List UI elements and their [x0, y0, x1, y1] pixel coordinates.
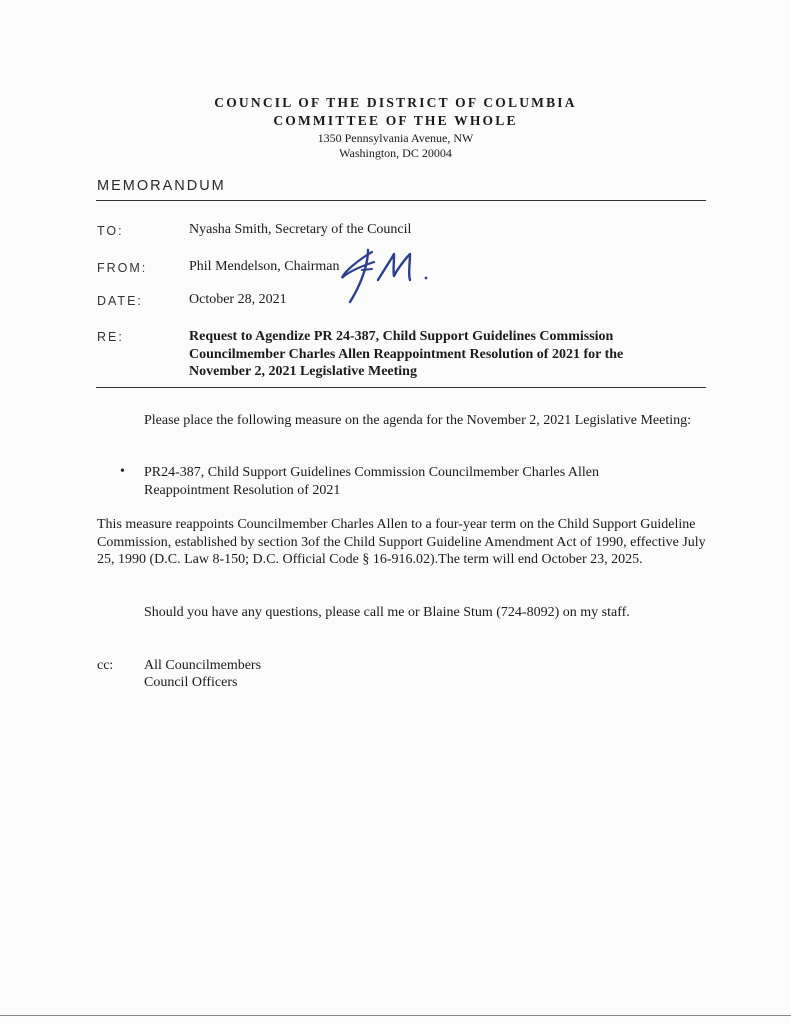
bullet-symbol: •	[120, 464, 125, 479]
from-value: Phil Mendelson, Chairman	[189, 259, 340, 274]
cc-recipient: Council Officers	[144, 675, 238, 690]
committee-name: COMMITTEE OF THE WHOLE	[273, 113, 518, 128]
re-label: RE:	[97, 330, 124, 344]
contact-paragraph: Should you have any questions, please call me or Blaine Stum (724-8092) on my staff.	[144, 605, 630, 620]
address-city: Washington, DC 20004	[339, 146, 452, 160]
cc-recipient: All Councilmembers	[144, 658, 262, 673]
description-paragraph: This measure reappoints Councilmember Charles Allen to a four-year term on the Child Support Guideline Commission, established by section 3of the Child Support Guideline Amendment Act of 1990, effective July 25, 1990 (D.C. Law 8-150; D.C. Official Code § 16-916.02).The term will end October 23, 2025.	[97, 517, 706, 567]
date-value: October 28, 2021	[189, 292, 287, 307]
intro-text: Please place the following measure on the agenda for the November 2, 2021 Legislative Meeting:	[144, 413, 691, 428]
page-bottom-edge	[0, 1015, 791, 1016]
cc-label: cc:	[97, 658, 114, 673]
re-value: Request to Agendize PR 24-387, Child Support Guidelines Commission Councilmember Charles Allen Reappointment Resolution of 2021 for the November 2, 2021 Legislative Meeting	[189, 329, 624, 379]
intro-paragraph	[97, 412, 707, 430]
memo-title: MEMORANDUM	[97, 178, 226, 194]
from-label: FROM:	[97, 261, 148, 275]
signature-mark	[338, 242, 438, 306]
to-label: TO:	[97, 224, 124, 238]
divider-top	[96, 200, 706, 201]
date-label: DATE:	[97, 294, 143, 308]
address-street: 1350 Pennsylvania Avenue, NW	[317, 131, 474, 145]
measure-list-item: PR24-387, Child Support Guidelines Commission Councilmember Charles Allen Reappointment Resolution of 2021	[144, 465, 599, 498]
to-value: Nyasha Smith, Secretary of the Council	[189, 222, 412, 237]
council-name: COUNCIL OF THE DISTRICT OF COLUMBIA	[214, 95, 577, 110]
divider-bottom	[96, 387, 706, 388]
